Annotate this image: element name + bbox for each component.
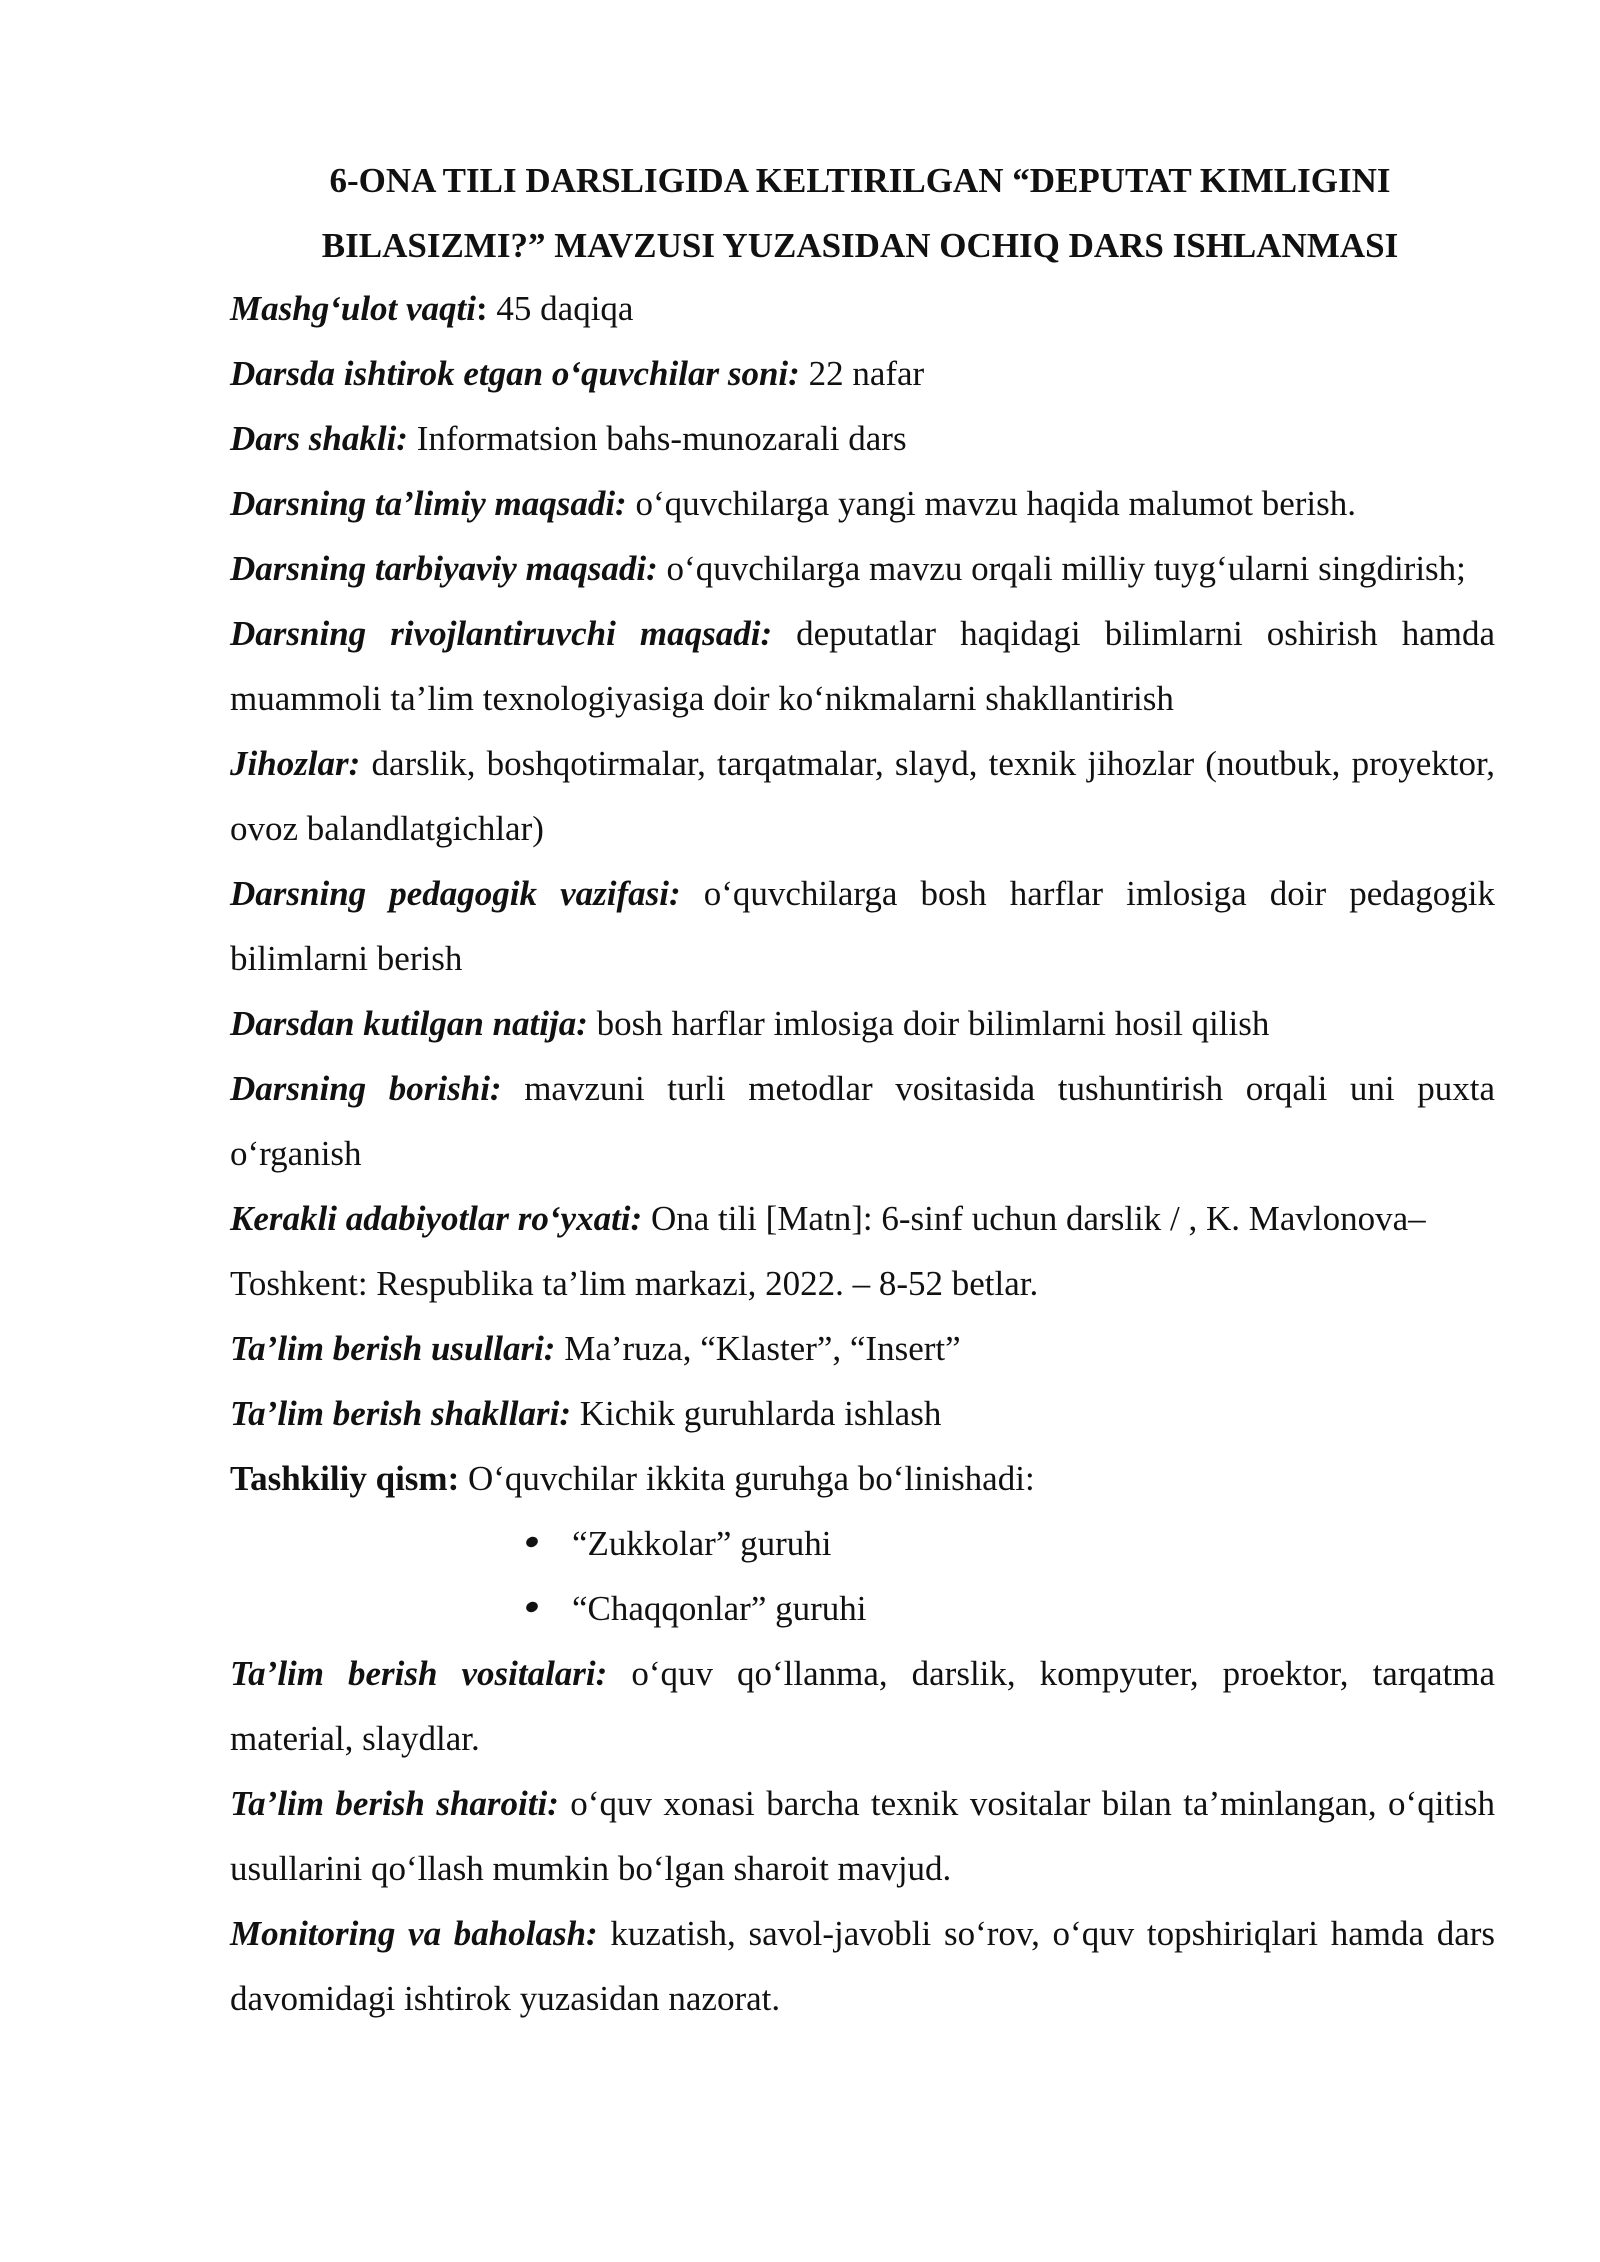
field-label: Ta’lim berish vositalari: xyxy=(230,1654,608,1693)
field-value: Ona tili [Matn]: 6-sinf uchun darslik / , K. Mavlonova– xyxy=(642,1199,1426,1238)
title-line-1: 6-ONA TILI DARSLIGIDA KELTIRILGAN “DEPUTAT KIMLIGINI xyxy=(329,161,1391,200)
field-value: o‘quv xonasi barcha texnik vositalar bilan ta’minlangan, o‘qitish usullarini qo‘llash mumkin bo‘lgan sharoit mavjud. xyxy=(230,1784,1495,1888)
field-value: o‘quvchilarga bosh harflar imlosiga doir pedagogik bilimlarni berish xyxy=(230,874,1495,978)
field-rivojlantiruvchi-maqsad xyxy=(230,601,1495,731)
field-label-separator: : xyxy=(476,289,488,328)
field-label: Mashg‘ulot vaqti xyxy=(230,289,477,328)
field-value: bosh harflar imlosiga doir bilimlarni hosil qilish xyxy=(587,1004,1270,1043)
field-label: Ta’lim berish usullari: xyxy=(230,1329,556,1368)
field-value: o‘quvchilarga mavzu orqali milliy tuyg‘ularni singdirish; xyxy=(657,549,1466,588)
field-talim-vositalari xyxy=(230,1641,1495,1771)
field-tashkiliy-qism xyxy=(230,1446,1495,1511)
list-item xyxy=(230,1511,1495,1576)
field-oquvchilar-soni xyxy=(230,341,1495,406)
field-talim-shakllari xyxy=(230,1381,1495,1446)
field-kutilgan-natija xyxy=(230,991,1495,1056)
field-value-continued: Toshkent: Respublika ta’lim markazi, 2022. – 8-52 betlar. xyxy=(230,1264,1039,1303)
field-label: Tashkiliy qism: xyxy=(230,1459,460,1498)
field-talim-sharoiti xyxy=(230,1771,1495,1901)
field-tarbiyaviy-maqsad xyxy=(230,536,1495,601)
field-label: Darsning pedagogik vazifasi: xyxy=(230,874,681,913)
bullet-icon xyxy=(524,1535,539,1549)
field-label: Kerakli adabiyotlar ro‘yxati: xyxy=(230,1199,643,1238)
group-list xyxy=(230,1511,1495,1641)
bullet-icon xyxy=(524,1600,539,1614)
field-value: deputatlar haqidagi bilimlarni oshirish hamda muammoli ta’lim texnologiyasiga doir ko‘nikmalarni shakllantirish xyxy=(230,614,1495,718)
field-label: Ta’lim berish sharoiti: xyxy=(230,1784,559,1823)
field-label: Darsning tarbiyaviy maqsadi: xyxy=(230,549,658,588)
field-adabiyotlar-royxati xyxy=(230,1186,1495,1316)
adabiyotlar-first-line xyxy=(230,1199,1426,1238)
field-monitoring-baholash xyxy=(230,1901,1495,2031)
field-value: 22 nafar xyxy=(799,354,925,393)
list-item xyxy=(230,1576,1495,1641)
field-value: Kichik guruhlarda ishlash xyxy=(571,1394,942,1433)
field-value: mavzuni turli metodlar vositasida tushuntirish orqali uni puxta o‘rganish xyxy=(230,1069,1496,1173)
title-line-2: BILASIZMI?” MAVZUSI YUZASIDAN OCHIQ DARS ISHLANMASI xyxy=(321,226,1399,265)
field-label: Darsning ta’limiy maqsadi: xyxy=(230,484,627,523)
field-label: Darsning rivojlantiruvchi maqsadi: xyxy=(230,614,773,653)
field-dars-shakli xyxy=(230,406,1495,471)
field-label: Ta’lim berish shakllari: xyxy=(230,1394,571,1433)
field-value: Informatsion bahs-munozarali dars xyxy=(407,419,907,458)
group-name: “Chaqqonlar” guruhi xyxy=(572,1589,867,1628)
field-value: o‘quv qo‘llanma, darslik, kompyuter, proektor, tarqatma material, slaydlar. xyxy=(230,1654,1495,1758)
field-label: Dars shakli: xyxy=(230,419,408,458)
field-value: O‘quvchilar ikkita guruhga bo‘linishadi: xyxy=(459,1459,1035,1498)
field-pedagogik-vazifa xyxy=(230,861,1495,991)
group-name: “Zukkolar” guruhi xyxy=(572,1524,832,1563)
field-label: Darsdan kutilgan natija: xyxy=(230,1004,588,1043)
document-body xyxy=(230,276,1495,2031)
field-talimiy-maqsad xyxy=(230,471,1495,536)
field-value: o‘quvchilarga yangi mavzu haqida malumot berish. xyxy=(626,484,1357,523)
field-mashgulot-vaqti xyxy=(230,276,1495,341)
field-value: Ma’ruza, “Klaster”, “Insert” xyxy=(555,1329,961,1368)
field-label: Darsning borishi: xyxy=(230,1069,502,1108)
field-talim-usullari xyxy=(230,1316,1495,1381)
field-label: Jihozlar: xyxy=(230,744,361,783)
field-darsning-borishi xyxy=(230,1056,1495,1186)
field-jihozlar xyxy=(230,731,1495,861)
document-title xyxy=(230,148,1490,278)
field-label: Monitoring va baholash: xyxy=(230,1914,598,1953)
field-value: kuzatish, savol-javobli so‘rov, o‘quv topshiriqlari hamda dars davomidagi ishtirok yuzasidan nazorat. xyxy=(230,1914,1496,2018)
field-value: 45 daqiqa xyxy=(487,289,634,328)
field-label: Darsda ishtirok etgan o‘quvchilar soni: xyxy=(230,354,800,393)
field-value: darslik, boshqotirmalar, tarqatmalar, slayd, texnik jihozlar (noutbuk, proyektor, ovoz balandlatgichlar) xyxy=(230,744,1495,848)
